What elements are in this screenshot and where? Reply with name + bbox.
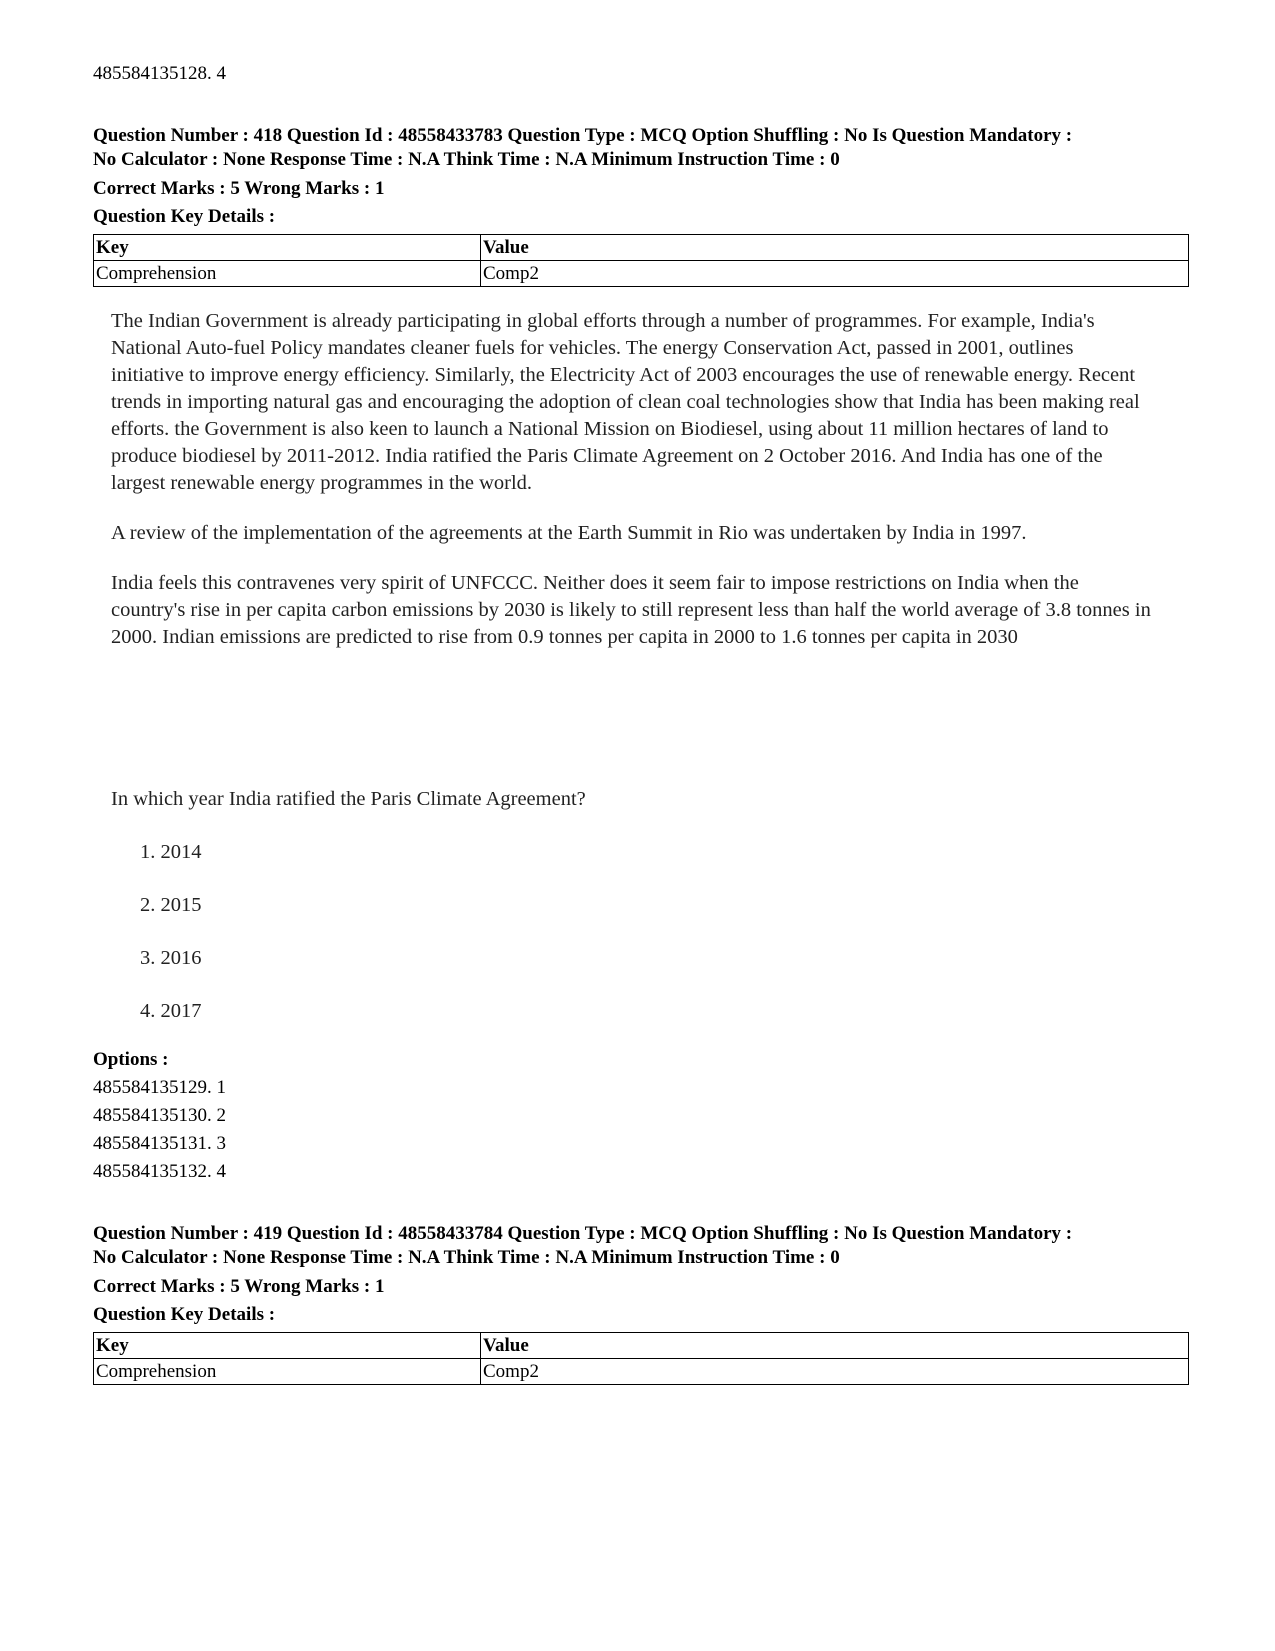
question-text: In which year India ratified the Paris Climate Agreement? — [111, 788, 586, 810]
choice-1: 1. 2014 — [140, 841, 202, 863]
q419-header — [93, 1222, 1189, 1270]
table-header-key: Key — [94, 235, 481, 261]
choice-3: 3. 2016 — [140, 947, 202, 969]
q418-header — [93, 124, 1189, 172]
table-header-value: Value — [481, 1333, 1189, 1359]
choice-4: 4. 2017 — [140, 1000, 202, 1022]
q419-header-line2: No Calculator : None Response Time : N.A Think Time : N.A Minimum Instruction Time : 0 — [93, 1247, 840, 1268]
table-header-row — [94, 1333, 1189, 1359]
passage-paragraph-1: The Indian Government is already participating in global efforts through a number of programmes. For example, India's National Auto-fuel Policy mandates cleaner fuels for vehicles. The energy Conservation Act, passed in 2001, outlines initiative to improve energy efficiency. Similarly, the Electricity Act of 2003 encourages the use of renewable energy. Recent trends in importing natural gas and encouraging the adoption of clean coal technologies show that India has been making real efforts. the Government is also keen to launch a National Mission on Biodiesel, using about 11 million hectares of land to produce biodiesel by 2011-2012. India ratified the Paris Climate Agreement on 2 October 2016. And India has one of the largest renewable energy programmes in the world. — [111, 310, 1140, 494]
table-cell-key: Comprehension — [94, 261, 481, 287]
table-row — [94, 1359, 1189, 1385]
option-id-2: 485584135130. 2 — [93, 1105, 226, 1126]
table-header-row — [94, 235, 1189, 261]
previous-option-id: 485584135128. 4 — [93, 63, 226, 84]
q418-key-table-wrap — [93, 234, 1189, 287]
q418-marks: Correct Marks : 5 Wrong Marks : 1 — [93, 178, 385, 199]
table-cell-key: Comprehension — [94, 1359, 481, 1385]
table-header-value: Value — [481, 235, 1189, 261]
q419-header-line1: Question Number : 419 Question Id : 48558433784 Question Type : MCQ Option Shuffling : No Is Question Mandatory : — [93, 1223, 1073, 1244]
q419-key-table — [93, 1332, 1189, 1385]
option-id-1: 485584135129. 1 — [93, 1077, 226, 1098]
option-id-4: 485584135132. 4 — [93, 1161, 226, 1182]
option-id-3: 485584135131. 3 — [93, 1133, 226, 1154]
q419-key-table-wrap — [93, 1332, 1189, 1385]
q418-key-details-label: Question Key Details : — [93, 206, 276, 227]
passage-paragraph-2: A review of the implementation of the agreements at the Earth Summit in Rio was undertaken by India in 1997. — [111, 522, 1027, 544]
table-header-key: Key — [94, 1333, 481, 1359]
q418-header-line2: No Calculator : None Response Time : N.A Think Time : N.A Minimum Instruction Time : 0 — [93, 149, 840, 170]
table-cell-value: Comp2 — [481, 1359, 1189, 1385]
q419-marks: Correct Marks : 5 Wrong Marks : 1 — [93, 1276, 385, 1297]
table-row — [94, 261, 1189, 287]
q418-header-line1: Question Number : 418 Question Id : 48558433783 Question Type : MCQ Option Shuffling : No Is Question Mandatory : — [93, 125, 1073, 146]
q419-key-details-label: Question Key Details : — [93, 1304, 276, 1325]
comprehension-passage — [111, 308, 1151, 674]
q418-key-table — [93, 234, 1189, 287]
options-label: Options : — [93, 1049, 169, 1070]
choice-2: 2. 2015 — [140, 894, 202, 916]
table-cell-value: Comp2 — [481, 261, 1189, 287]
passage-paragraph-3: India feels this contravenes very spirit of UNFCCC. Neither does it seem fair to impose restrictions on India when the country's rise in per capita carbon emissions by 2030 is likely to still represent less than half the world average of 3.8 tonnes in 2000. Indian emissions are predicted to rise from 0.9 tonnes per capita in 2000 to 1.6 tonnes per capita in 2030 — [111, 572, 1151, 648]
